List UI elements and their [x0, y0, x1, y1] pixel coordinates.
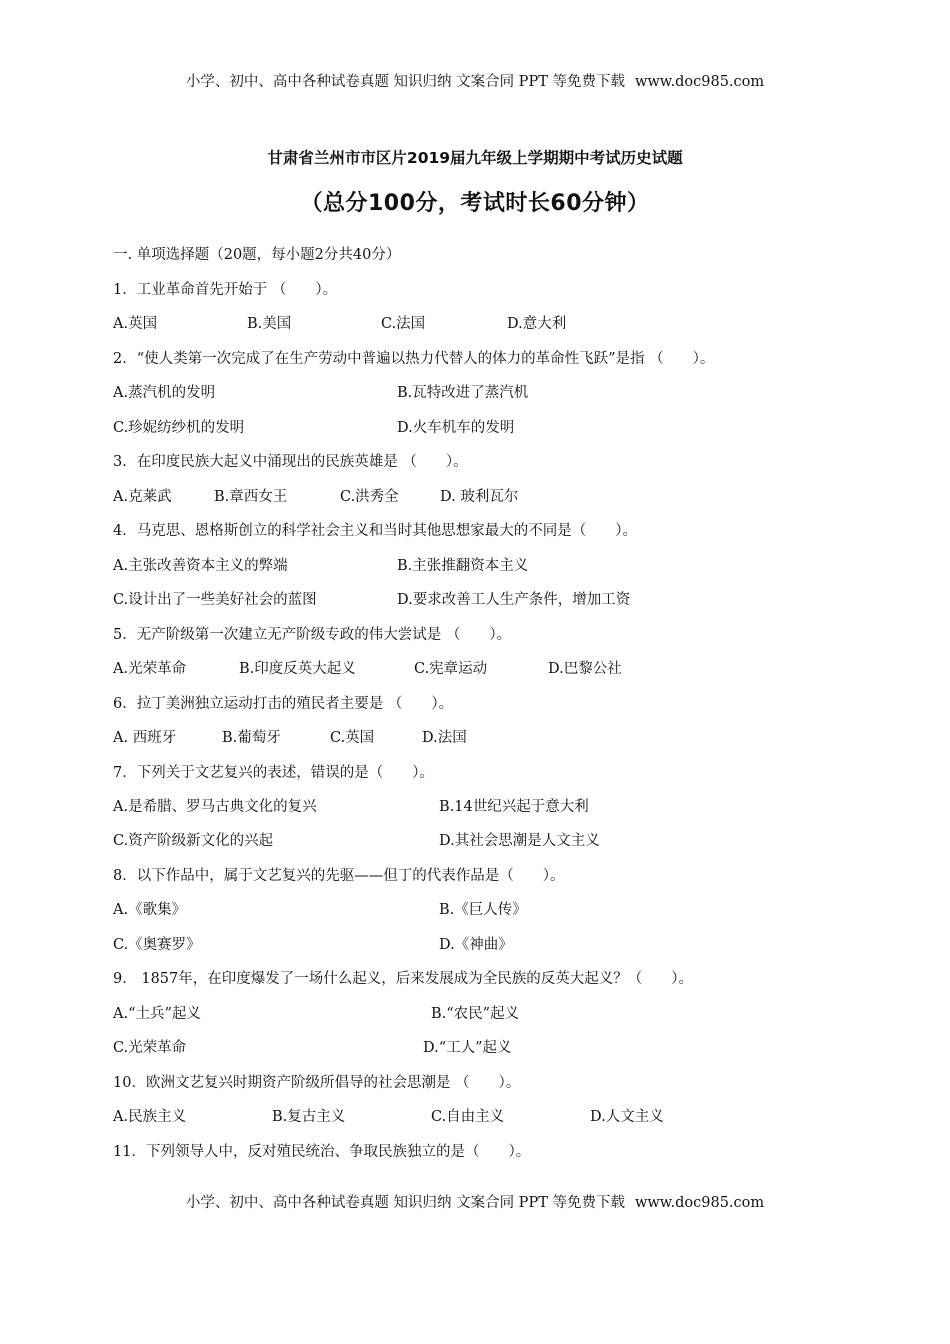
option-5c: C.宪章运动	[414, 661, 488, 677]
option-8d: D.《神曲》	[439, 937, 513, 953]
question-5	[113, 625, 511, 645]
header-banner-text: 小学、初中、高中各种试卷真题 知识归纳 文案合同 PPT 等免费下载	[185, 74, 625, 90]
option-5b: B.印度反英大起义	[239, 661, 356, 677]
option-10b: B.复古主义	[272, 1109, 346, 1125]
question-6	[113, 694, 453, 714]
question-11	[113, 1142, 530, 1162]
option-6c: C.英国	[330, 730, 375, 746]
section-heading: 一. 单项选择题（20题，每小题2分共40分）	[113, 247, 401, 263]
question-stem: 欧洲文艺复兴时期资产阶级所倡导的社会思潮是 （ ）。	[145, 1075, 521, 1091]
question-stem: 在印度民族大起义中涌现出的民族英雄是 （ ）。	[136, 454, 468, 470]
question-number: 8．	[113, 868, 137, 884]
option-6b: B.葡萄牙	[222, 730, 281, 746]
question-number: 2．	[113, 351, 137, 367]
option-4c: C.设计出了一些美好社会的蓝图	[113, 592, 317, 608]
question-stem: 无产阶级第一次建立无产阶级专政的伟大尝试是 （ ）。	[136, 627, 512, 643]
option-2a: A.蒸汽机的发明	[113, 385, 216, 401]
option-2b: B.瓦特改进了蒸汽机	[397, 385, 529, 401]
option-8b: B.《巨人传》	[439, 902, 527, 918]
question-stem: “使人类第一次完成了在生产劳动中普遍以热力代替人的体力的革命性飞跃”是指 （ ）。	[136, 351, 715, 367]
question-1	[113, 280, 337, 300]
option-2d: D.火车机车的发明	[397, 420, 515, 436]
option-1b: B.美国	[247, 316, 292, 332]
question-7	[113, 763, 434, 783]
header-banner	[0, 70, 950, 91]
option-1a: A.英国	[113, 316, 158, 332]
option-8c: C.《奥赛罗》	[113, 937, 201, 953]
question-number: 6．	[113, 696, 137, 712]
question-stem: 马克思、恩格斯创立的科学社会主义和当时其他思想家最大的不同是（ ）。	[136, 523, 637, 539]
question-2	[113, 349, 714, 369]
question-number: 11．	[113, 1144, 146, 1160]
option-5a: A.光荣革命	[113, 661, 187, 677]
option-10c: C.自由主义	[431, 1109, 505, 1125]
question-8	[113, 866, 564, 886]
option-6d: D.法国	[422, 730, 467, 746]
question-stem: 1857年，在印度爆发了一场什么起义，后来发展成为全民族的反英大起义？（ ）。	[136, 971, 693, 987]
question-9	[113, 969, 693, 989]
question-number: 5．	[113, 627, 137, 643]
option-7b: B.14世纪兴起于意大利	[439, 799, 589, 815]
question-3	[113, 452, 468, 472]
option-7c: C.资产阶级新文化的兴起	[113, 833, 274, 849]
question-number: 4．	[113, 523, 137, 539]
option-1d: D.意大利	[507, 316, 567, 332]
exam-subtitle: （总分100分，考试时长60分钟）	[300, 191, 650, 216]
exam-title: 甘肃省兰州市市区片2019届九年级上学期期中考试历史试题	[267, 149, 683, 167]
option-10d: D.人文主义	[590, 1109, 664, 1125]
question-stem: 拉丁美洲独立运动打击的殖民者主要是 （ ）。	[136, 696, 454, 712]
option-6a: A. 西班牙	[113, 730, 177, 746]
option-8a: A.《歌集》	[113, 902, 187, 918]
question-stem: 工业革命首先开始于 （ ）。	[136, 282, 338, 298]
option-9b: B.“农民”起义	[431, 1006, 520, 1022]
footer-banner-site-link[interactable]: www.doc985.com	[634, 1195, 765, 1211]
question-stem: 下列关于文艺复兴的表述，错误的是（ ）。	[136, 765, 434, 781]
option-4d: D.要求改善工人生产条件，增加工资	[397, 592, 631, 608]
question-number: 9．	[113, 971, 137, 987]
question-number: 1．	[113, 282, 137, 298]
question-4	[113, 521, 637, 541]
option-7a: A.是希腊、罗马古典文化的复兴	[113, 799, 317, 815]
option-7d: D.其社会思潮是人文主义	[439, 833, 600, 849]
question-number: 3．	[113, 454, 137, 470]
option-3c: C.洪秀全	[340, 489, 399, 505]
option-3d: D. 玻利瓦尔	[440, 489, 519, 505]
question-stem: 下列领导人中，反对殖民统治、争取民族独立的是（ ）。	[145, 1144, 531, 1160]
footer-banner-text: 小学、初中、高中各种试卷真题 知识归纳 文案合同 PPT 等免费下载	[185, 1195, 625, 1211]
option-9d: D.“工人”起义	[423, 1040, 512, 1056]
question-number: 10．	[113, 1075, 146, 1091]
question-stem: 以下作品中，属于文艺复兴的先驱——但丁的代表作品是（ ）。	[136, 868, 565, 884]
option-3a: A.克莱武	[113, 489, 172, 505]
option-10a: A.民族主义	[113, 1109, 187, 1125]
option-3b: B.章西女王	[214, 489, 288, 505]
header-banner-site-link[interactable]: www.doc985.com	[634, 74, 765, 90]
option-9c: C.光荣革命	[113, 1040, 187, 1056]
question-number: 7．	[113, 765, 137, 781]
footer-banner	[0, 1191, 950, 1212]
option-9a: A.“土兵”起义	[113, 1006, 201, 1022]
option-2c: C.珍妮纺纱机的发明	[113, 420, 245, 436]
question-10	[113, 1073, 520, 1093]
option-4a: A.主张改善资本主义的弊端	[113, 558, 288, 574]
option-4b: B.主张推翻资本主义	[397, 558, 529, 574]
option-1c: C.法国	[381, 316, 426, 332]
option-5d: D.巴黎公社	[548, 661, 622, 677]
